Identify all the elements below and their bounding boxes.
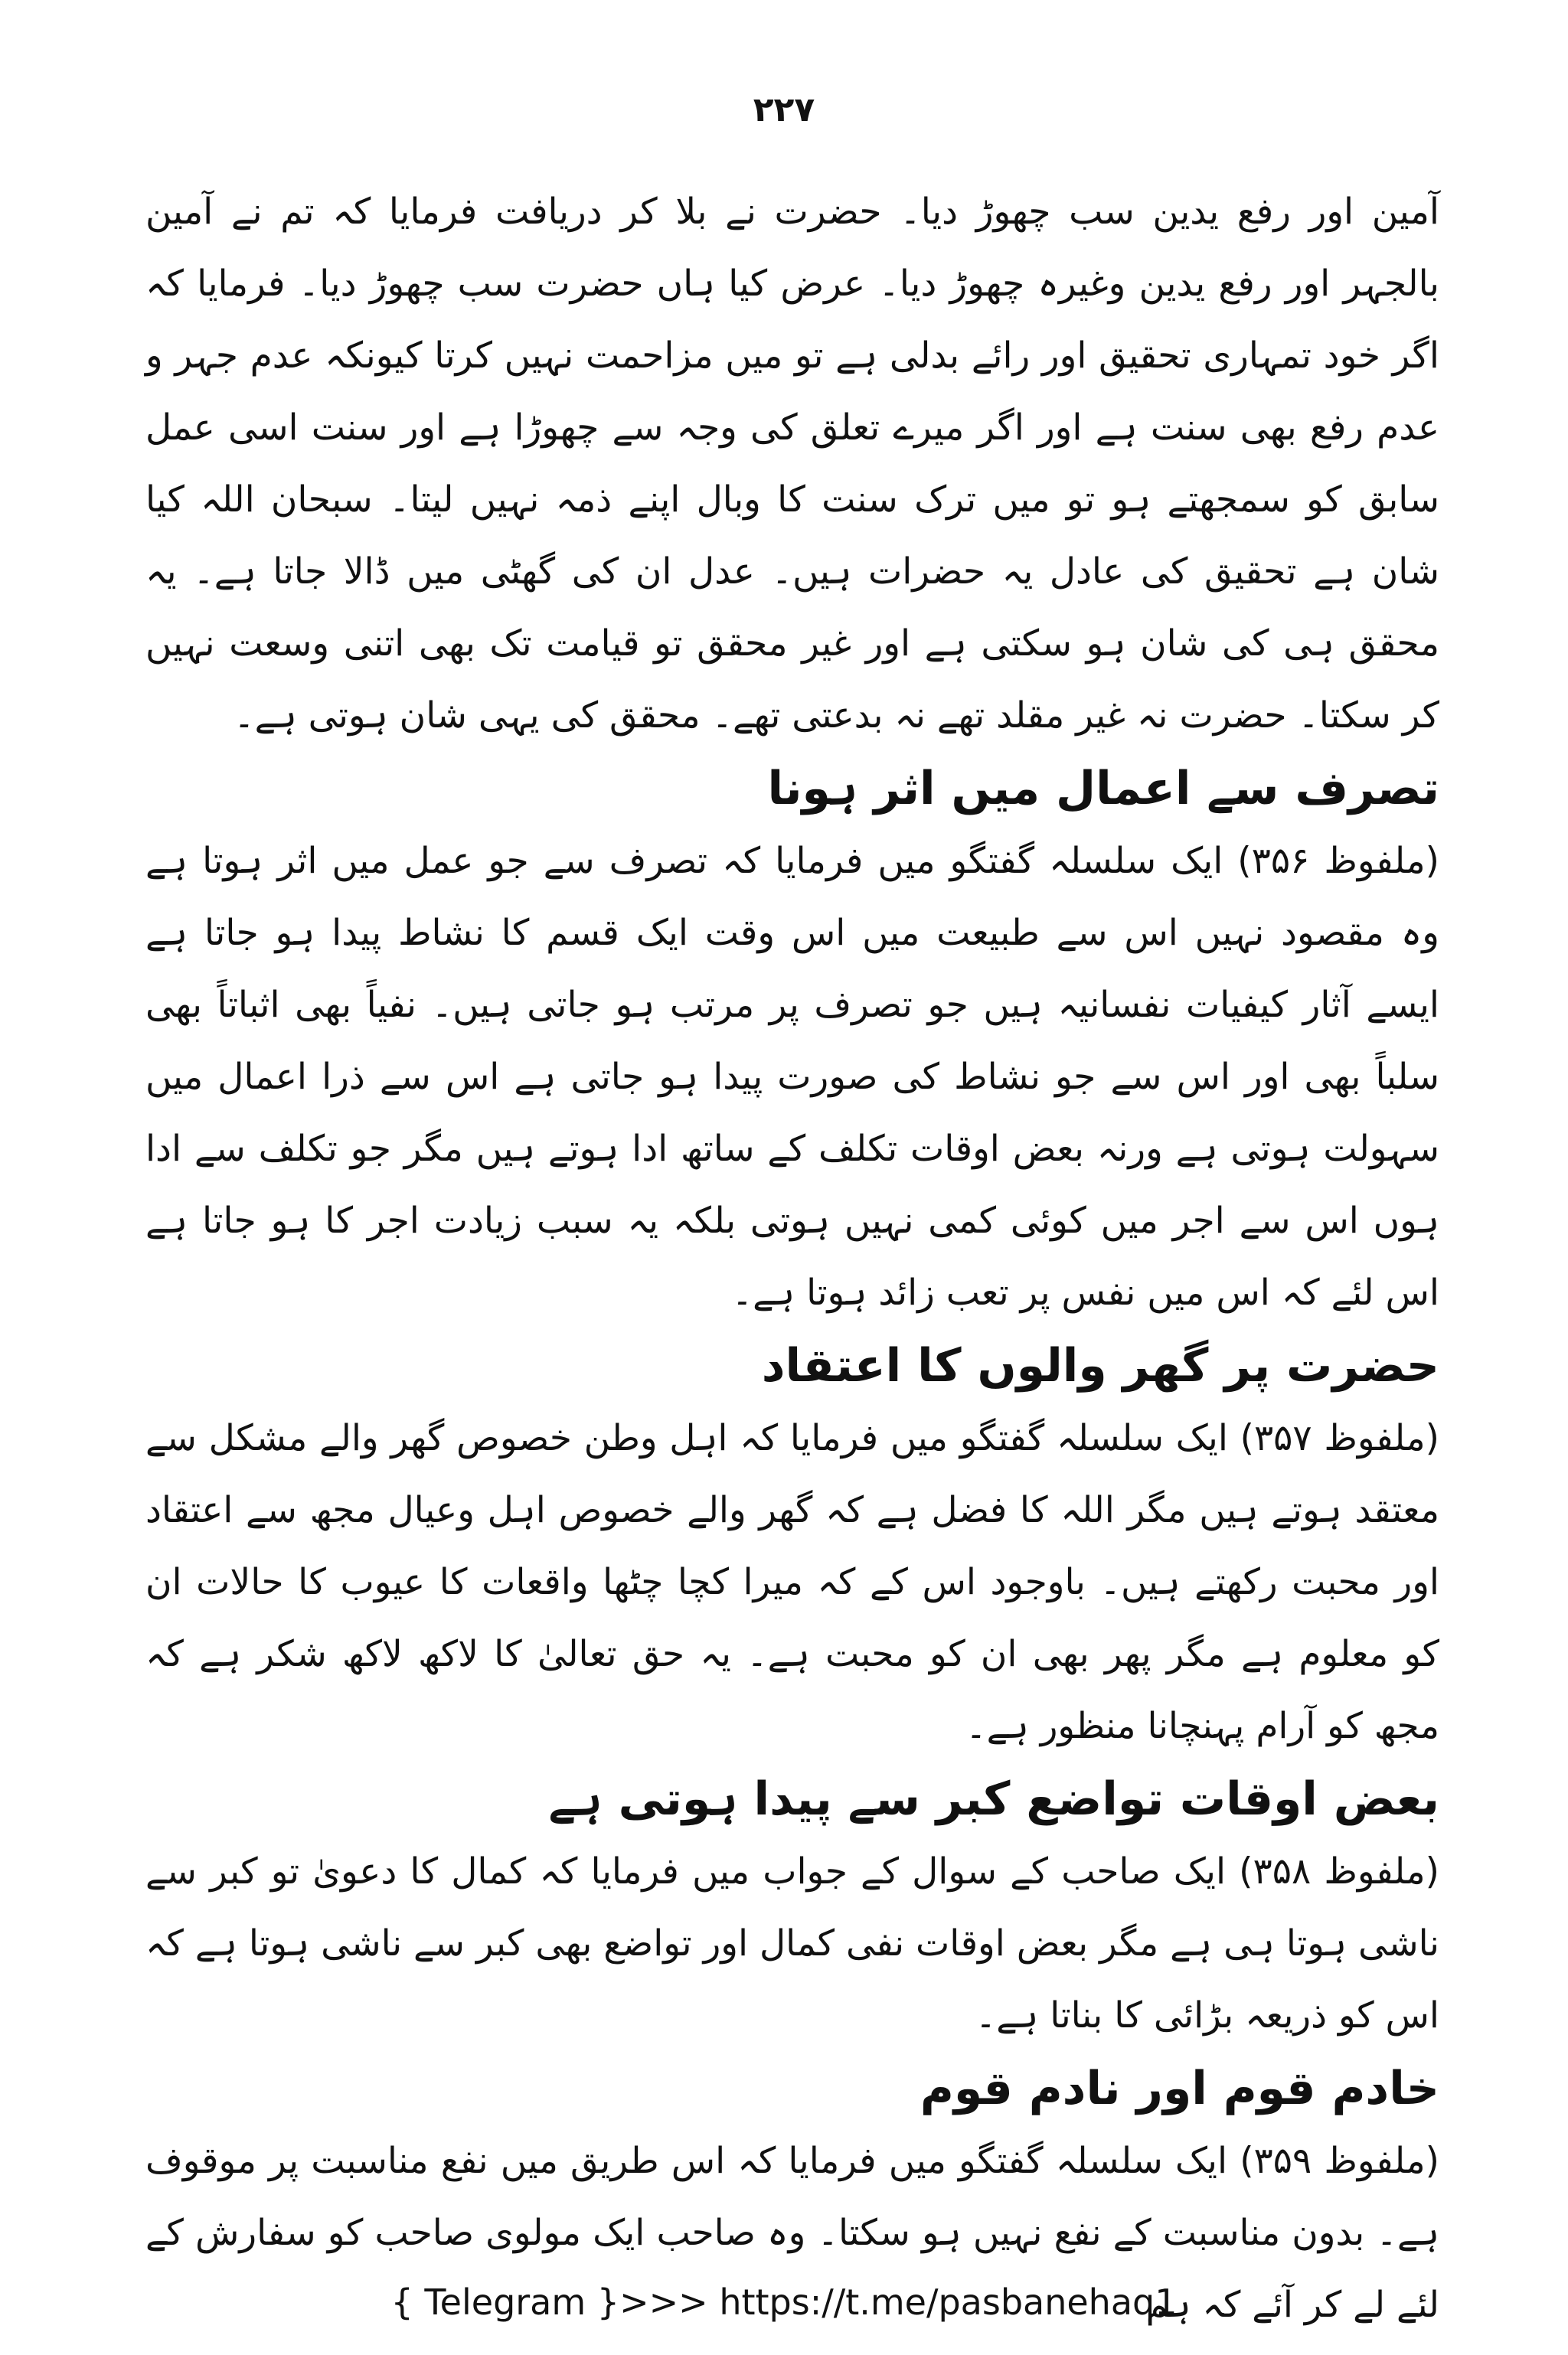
paragraph: (ملفوظ ۳۵۸) ایک صاحب کے سوال کے جواب میں فرمایا کہ کمال کا دعویٰ تو کبر سے ناشی ہوتا ہی ہے مگر بعض اوقات نفی کمال اور تواضع بھی کبر سے ناشی ہوتا ہے کہ اس کو ذریعہ بڑائی کا بناتا ہے۔ [145, 1850, 1439, 2037]
page-number: ۲۲۷ [753, 90, 815, 129]
paragraph: (ملفوظ ۳۵۷) ایک سلسلہ گفتگو میں فرمایا کہ اہل وطن خصوص گھر والے مشکل سے معتقد ہوتے ہیں مگر اللہ کا فضل ہے کہ گھر والے خصوص اہل وعیال مجھ سے اعتقاد اور محبت رکھتے ہیں۔ باوجود اس کے کہ میرا کچا چٹھا واقعات کا عیوب کا حالات ان کو معلوم ہے مگر پھر بھی ان کو محبت ہے۔ یہ حق تعالیٰ کا لاکھ لاکھ شکر ہے کہ مجھ کو آرام پہنچانا منظور ہے۔ [145, 1417, 1439, 1747]
paragraph: آمین اور رفع یدین سب چھوڑ دیا۔ حضرت نے بلا کر دریافت فرمایا کہ تم نے آمین بالجہر اور رفع یدین وغیرہ چھوڑ دیا۔ عرض کیا ہاں حضرت سب چھوڑ دیا۔ فرمایا کہ اگر خود تمہاری تحقیق اور رائے بدلی ہے تو میں مزاحمت نہیں کرتا کیونکہ عدم جہر و عدم رفع بھی سنت ہے اور اگر میرے تعلق کی وجہ سے چھوڑا ہے اور سنت اسی عمل سابق کو سمجھتے ہو تو میں ترک سنت کا وبال اپنے ذمہ نہیں لیتا۔ سبحان اللہ کیا شان ہے تحقیق کی عادل یہ حضرات ہیں۔ عدل ان کی گھٹی میں ڈالا جاتا ہے۔ یہ محقق ہی کی شان ہو سکتی ہے اور غیر محقق تو قیامت تک بھی اتنی وسعت نہیں کر سکتا۔ حضرت نہ غیر مقلد تھے نہ بدعتی تھے۔ محقق کی یہی شان ہوتی ہے۔ [145, 191, 1439, 737]
section-heading: خادم قوم اور نادم قوم [920, 2062, 1439, 2115]
section-heading: تصرف سے اعمال میں اثر ہونا [767, 762, 1439, 815]
paragraph: (ملفوظ ۳۵۶) ایک سلسلہ گفتگو میں فرمایا کہ تصرف سے جو عمل میں اثر ہوتا ہے وہ مقصود نہیں اس سے طبیعت میں اس وقت ایک قسم کا نشاط پیدا ہو جاتا ہے ایسے آثار کیفیات نفسانیہ ہیں جو تصرف پر مرتب ہو جاتی ہیں۔ نفیاً بھی اثباتاً بھی سلباً بھی اور اس سے جو نشاط کی صورت پیدا ہو جاتی ہے اس سے ذرا اعمال میں سہولت ہوتی ہے ورنہ بعض اوقات تکلف کے ساتھ ادا ہوتے ہیں مگر جو تکلف سے ادا ہوں اس سے اجر میں کوئی کمی نہیں ہوتی بلکہ یہ سبب زیادت اجر کا ہو جاتا ہے اس لئے کہ اس میں نفس پر تعب زائد ہوتا ہے۔ [145, 840, 1439, 1314]
footer-link[interactable]: { Telegram }>>> https://t.me/pasbanehaq1 [390, 2282, 1178, 2323]
section-heading: بعض اوقات تواضع کبر سے پیدا ہوتی ہے [548, 1772, 1439, 1826]
page-body [145, 176, 1439, 2341]
section-heading: حضرت پر گھر والوں کا اعتقاد [761, 1339, 1439, 1393]
paragraph: (ملفوظ ۳۵۹) ایک سلسلہ گفتگو میں فرمایا کہ اس طریق میں نفع مناسبت پر موقوف ہے۔ بدون مناسبت کے نفع نہیں ہو سکتا۔ وہ صاحب ایک مولوی صاحب کو سفارش کے لئے لے کر آئے کہ ہم [145, 2140, 1439, 2326]
